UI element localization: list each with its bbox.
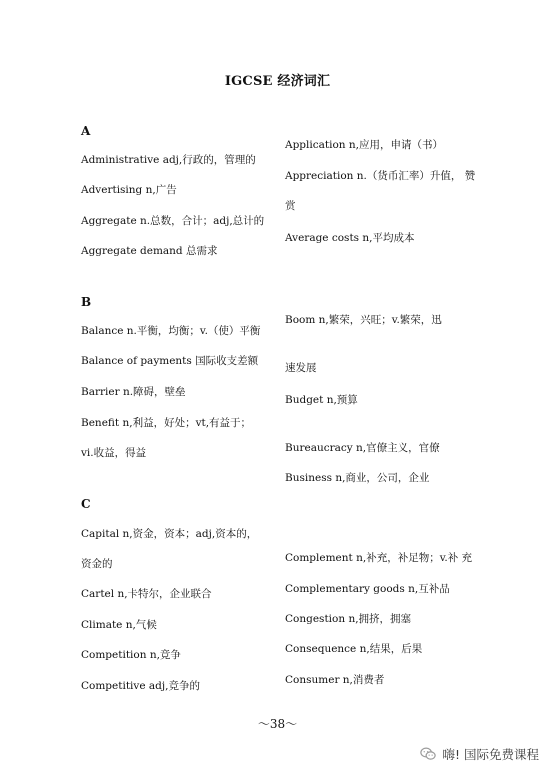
- vocab-entry: Balance n.平衡，均衡；v.（使）平衡: [81, 325, 261, 337]
- watermark-text: 嗨! 国际免费课程: [442, 747, 539, 762]
- vocab-entry: Barrier n.障碍，壁垒: [81, 386, 186, 398]
- watermark: [419, 745, 540, 763]
- vocab-entry: Cartel n,卡特尔，企业联合: [81, 588, 212, 600]
- vocab-entry: Competition n,竞争: [81, 649, 181, 661]
- page-title: IGCSE 经济词汇: [224, 74, 331, 89]
- vocab-entry: Complement n,补充，补足物；v.补 充: [285, 552, 473, 564]
- vocab-entry: Balance of payments 国际收支差额: [81, 355, 259, 367]
- vocab-entry: Boom n,繁荣，兴旺；v.繁荣，迅: [285, 314, 442, 326]
- vocab-entry: Benefit n,利益，好处；vt,有益于；: [81, 417, 252, 429]
- vocab-entry: Complementary goods n,互补品: [285, 583, 450, 595]
- vocab-entry: Advertising n,广告: [81, 184, 177, 196]
- section-letter-c: C: [81, 497, 91, 511]
- vocab-entry: Business n,商业，公司，企业: [285, 472, 430, 484]
- vocab-entry: Application n,应用，申请（书）: [285, 139, 443, 151]
- section-letter-b: B: [81, 295, 92, 309]
- vocab-entry: Consumer n,消费者: [285, 674, 385, 686]
- vocab-entry: Competitive adj,竞争的: [81, 680, 200, 692]
- vocab-entry-continuation: 资金的: [81, 558, 113, 570]
- vocab-entry: Administrative adj,行政的，管理的: [81, 154, 256, 166]
- vocab-entry-continuation: 速发展: [285, 362, 317, 374]
- vocab-entry: Capital n,资金，资本；adj,资本的，: [81, 528, 258, 540]
- page-number: ～38～: [257, 717, 298, 731]
- wechat-icon: [419, 745, 437, 763]
- vocab-entry: Appreciation n.（货币汇率）升值， 赞: [285, 170, 476, 182]
- section-letter-a: A: [81, 124, 91, 138]
- vocab-entry-continuation: 赏: [285, 200, 296, 212]
- vocab-entry-continuation: vi.收益，得益: [81, 447, 147, 459]
- vocab-entry: Bureaucracy n,官僚主义，官僚: [285, 442, 440, 454]
- vocab-entry: Congestion n,拥挤，拥塞: [285, 613, 412, 625]
- vocab-entry: Average costs n,平均成本: [285, 232, 415, 244]
- vocab-entry: Consequence n,结果，后果: [285, 643, 423, 655]
- vocab-entry: Aggregate n.总数，合计；adj,总计的: [81, 215, 265, 227]
- vocab-entry: Budget n,预算: [285, 394, 358, 406]
- vocab-entry: Climate n,气候: [81, 619, 157, 631]
- vocab-entry: Aggregate demand 总需求: [81, 245, 218, 257]
